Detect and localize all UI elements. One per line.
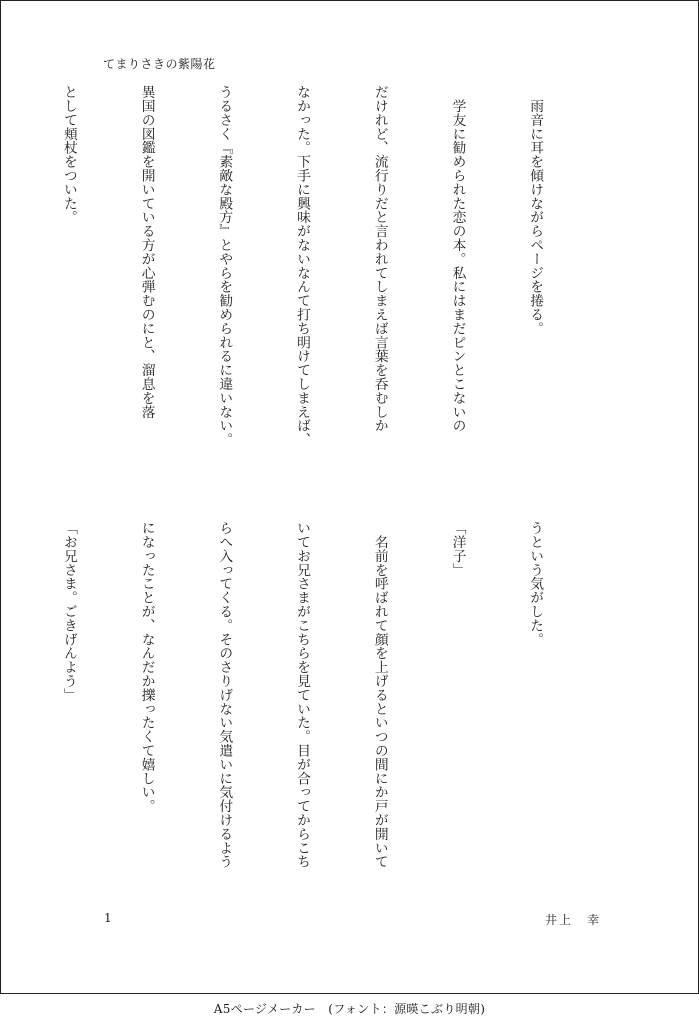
body-text-lower-block <box>0 521 599 891</box>
text-column: 名前を呼ばれて顔を上げるといつの間にか戸が開いて <box>371 521 388 869</box>
text-column <box>0 85 3 477</box>
text-column: 「洋子」 <box>449 521 466 577</box>
body-text-upper-block <box>0 85 599 477</box>
text-column: になったことが、なんだか擽ったくて嬉しい。 <box>138 521 155 813</box>
text-column: うという気がした。 <box>527 521 544 647</box>
running-title: てまりさきの紫陽花 <box>103 57 216 71</box>
footer-caption: A5ページメーカー (フォント：源暎こぶり明朝) <box>213 1002 486 1016</box>
text-column: 雨音に耳を傾けながらページを捲る。 <box>527 85 544 336</box>
text-column: らへ入ってくる。そのさりげない気遣いに気付けるよう <box>216 521 233 869</box>
text-column: だけれど、流行りだと言われてしまえば言葉を呑むしか <box>371 85 388 433</box>
text-column: 学友に勧められた恋の本。私にはまだピンとこないの <box>449 85 466 433</box>
author-name: 井上 幸 <box>545 913 602 927</box>
text-column: 「お兄さま。ごきげんよう」 <box>60 521 77 702</box>
text-column: として頬杖をついた。 <box>60 85 77 224</box>
text-column: 異国の図鑑を開いている方が心弾むのにと、溜息を落 <box>138 85 155 419</box>
text-column: うるさく『素敵な殿方』とやらを勧められるに違いない。 <box>216 85 233 447</box>
text-column: いてお兄さまがこちらを見ていた。目が合ってからこち <box>294 521 311 869</box>
text-column: なかった。下手に興味がないなんて打ち明けてしまえば、 <box>294 85 311 447</box>
text-column <box>0 521 3 891</box>
page-number: 1 <box>104 911 112 925</box>
